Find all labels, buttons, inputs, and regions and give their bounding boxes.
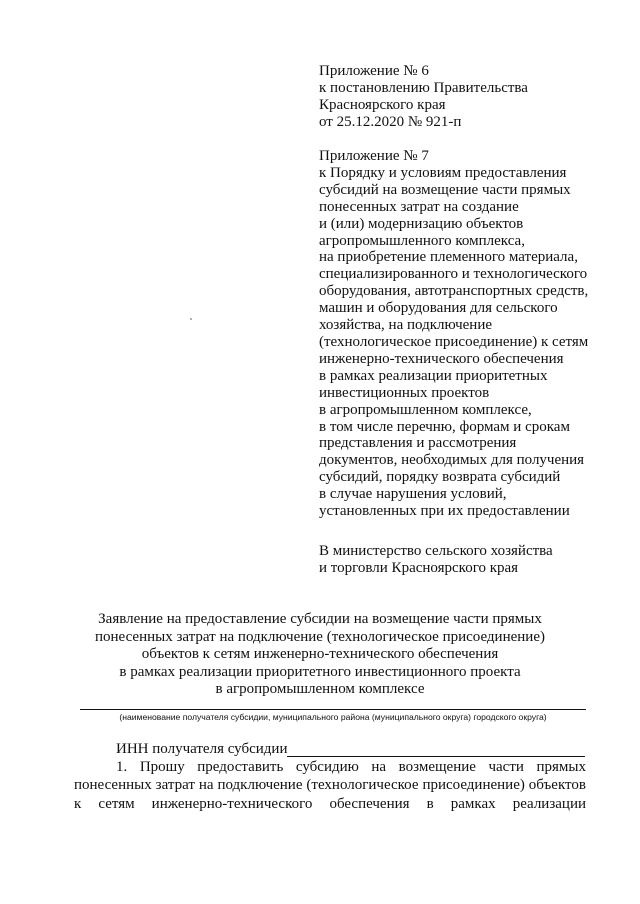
inn-label: ИНН получателя субсидии xyxy=(116,741,288,757)
application-title xyxy=(0,611,640,699)
inn-field[interactable] xyxy=(287,756,585,757)
appendix-7-line: в том числе перечню, формам и срокам xyxy=(319,418,570,435)
appendix-7-line: на приобретение племенного материала, xyxy=(319,249,578,266)
recipient-name-caption: (наименование получателя субсидии, муниципального района (муниципального округа) городского округа) xyxy=(119,712,547,722)
appendix-7-line: к Порядку и условиям предоставления xyxy=(319,164,567,181)
appendix-7-header xyxy=(319,148,588,520)
title-line: Заявление на предоставление субсидии на возмещение части прямых xyxy=(98,611,542,627)
addressee-block xyxy=(319,543,553,577)
appendix-7-line: хозяйства, на подключение xyxy=(319,317,493,334)
appendix-7-line: субсидий на возмещение части прямых xyxy=(319,181,571,198)
scan-speck xyxy=(190,318,192,320)
title-line: объектов к сетям инженерно-технического обеспечения xyxy=(141,646,499,662)
appendix-7-line: и (или) модернизацию объектов xyxy=(319,215,524,232)
title-line: в агропромышленном комплексе xyxy=(215,681,425,697)
title-line: понесенных затрат на подключение (технологическое присоединение) xyxy=(95,628,545,645)
addressee-line: В министерство сельского хозяйства xyxy=(319,543,553,559)
addressee-line: и торговли Красноярского края xyxy=(319,559,519,576)
appendix-7-line: оборудования, автотранспортных средств, xyxy=(319,283,589,300)
appendix-7-line: в рамках реализации приоритетных xyxy=(319,367,548,384)
appendix-6-line: к постановлению Правительства xyxy=(319,79,528,96)
title-line: в рамках реализации приоритетного инвестиционного проекта xyxy=(119,663,521,680)
appendix-7-line: понесенных затрат на создание xyxy=(319,198,519,215)
recipient-name-field[interactable] xyxy=(80,709,586,710)
appendix-6-line: Красноярского края xyxy=(319,96,446,113)
appendix-7-line: субсидий, порядку возврата субсидий xyxy=(319,469,561,486)
appendix-7-line: (технологическое присоединение) к сетям xyxy=(319,333,589,350)
appendix-6-line: Приложение № 6 xyxy=(319,63,429,79)
paragraph-1-line: к сетям инженерно-технического обеспечения в рамках реализации xyxy=(74,796,586,812)
appendix-7-line: специализированного и технологического xyxy=(319,266,588,283)
appendix-7-line: Приложение № 7 xyxy=(319,148,429,164)
appendix-7-line: машин и оборудования для сельского xyxy=(319,300,558,317)
appendix-7-line: установленных при их предоставлении xyxy=(319,503,570,520)
appendix-7-line: в агропромышленном комплексе, xyxy=(319,401,532,418)
appendix-7-line: инвестиционных проектов xyxy=(319,384,490,401)
paragraph-1-line: понесенных затрат на подключение (технологическое присоединение) объектов xyxy=(74,777,586,793)
paragraph-1-line: 1. Прошу предоставить субсидию на возмещение части прямых xyxy=(116,759,586,775)
appendix-6-header xyxy=(319,63,528,131)
appendix-7-line: инженерно-технического обеспечения xyxy=(319,350,564,367)
appendix-7-line: в случае нарушения условий, xyxy=(319,486,507,503)
appendix-7-line: представления и рассмотрения xyxy=(319,435,517,452)
appendix-7-line: документов, необходимых для получения xyxy=(319,452,585,469)
appendix-6-line: от 25.12.2020 № 921-п xyxy=(319,113,462,130)
appendix-7-line: агропромышленного комплекса, xyxy=(319,232,525,249)
